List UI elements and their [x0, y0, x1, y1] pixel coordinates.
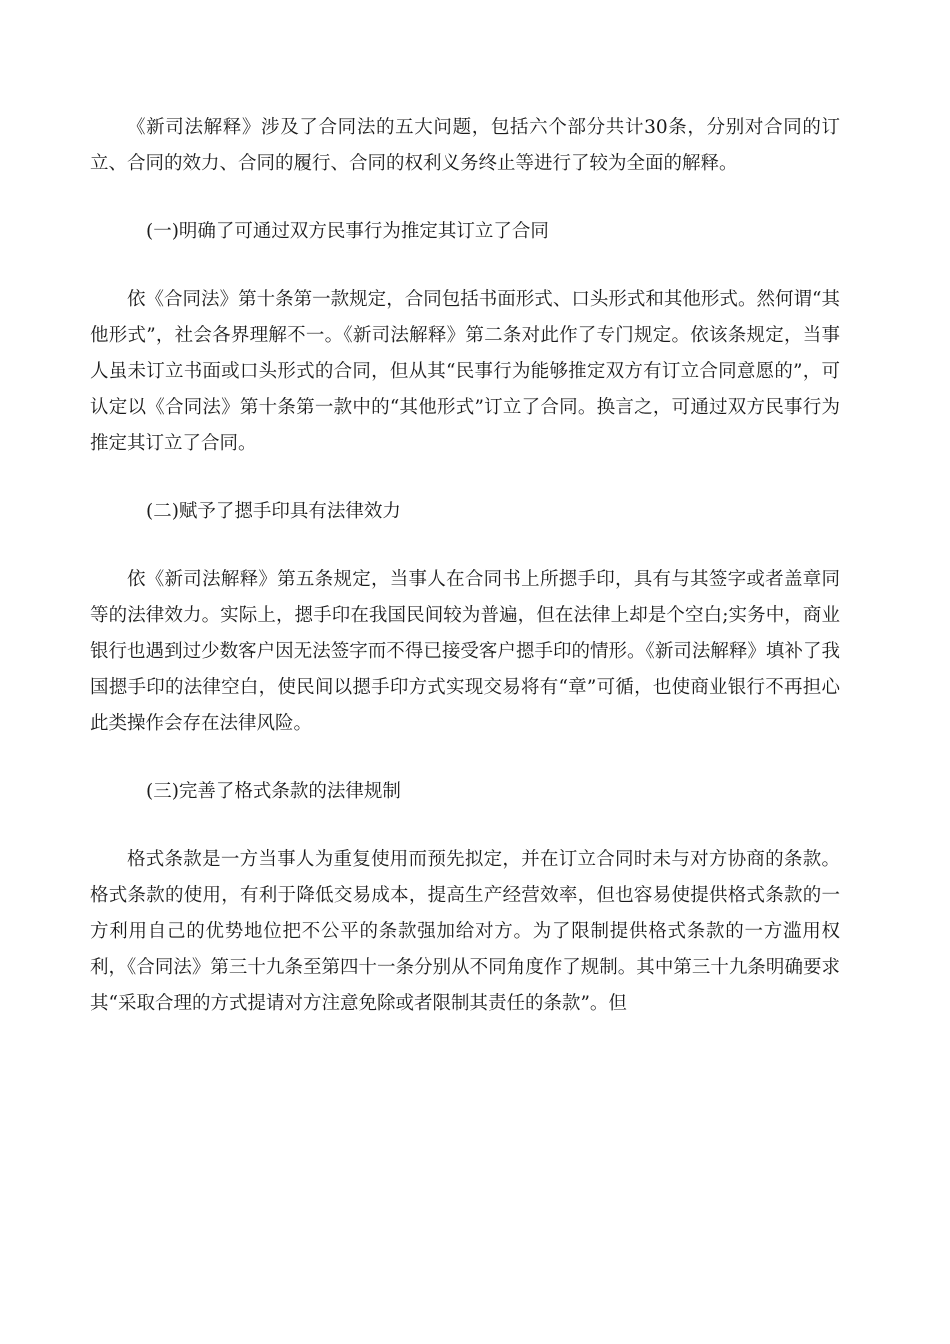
- section-heading-3: (三)完善了格式条款的法律规制: [146, 781, 401, 802]
- section-3-paragraph: 格式条款是一方当事人为重复使用而预先拟定，并在订立合同时未与对方协商的条款。格式条款的使用，有利于降低交易成本，提高生产经营效率，但也容易使提供格式条款的一方利用自己的优势地位把不公平的条款强加给对方。为了限制提供格式条款的一方滥用权利，《合同法》第三十九条至第四十一条分别从不同角度作了规制。其中第三十九条明确要求其“采取合理的方式提请对方注意免除或者限制其责任的条款”。但: [90, 849, 840, 1014]
- document-body: [90, 110, 840, 1054]
- section-heading-2: (二)赋予了摁手印具有法律效力: [146, 501, 401, 522]
- section-heading-1: (一)明确了可通过双方民事行为推定其订立了合同: [146, 221, 549, 242]
- section-2-paragraph: 依《新司法解释》第五条规定，当事人在合同书上所摁手印，具有与其签字或者盖章同等的法律效力。实际上，摁手印在我国民间较为普遍，但在法律上却是个空白;实务中，商业银行也遇到过少数客户因无法签字而不得已接受客户摁手印的情形。《新司法解释》填补了我国摁手印的法律空白，使民间以摁手印方式实现交易将有“章”可循，也使商业银行不再担心此类操作会存在法律风险。: [90, 569, 840, 734]
- intro-paragraph: 《新司法解释》涉及了合同法的五大问题，包括六个部分共计30条，分别对合同的订立、合同的效力、合同的履行、合同的权利义务终止等进行了较为全面的解释。: [90, 117, 840, 174]
- section-1-paragraph: 依《合同法》第十条第一款规定，合同包括书面形式、口头形式和其他形式。然何谓“其他形式”，社会各界理解不一。《新司法解释》第二条对此作了专门规定。依该条规定，当事人虽未订立书面或口头形式的合同，但从其“民事行为能够推定双方有订立合同意愿的”，可认定以《合同法》第十条第一款中的“其他形式”订立了合同。换言之，可通过双方民事行为推定其订立了合同。: [90, 289, 840, 454]
